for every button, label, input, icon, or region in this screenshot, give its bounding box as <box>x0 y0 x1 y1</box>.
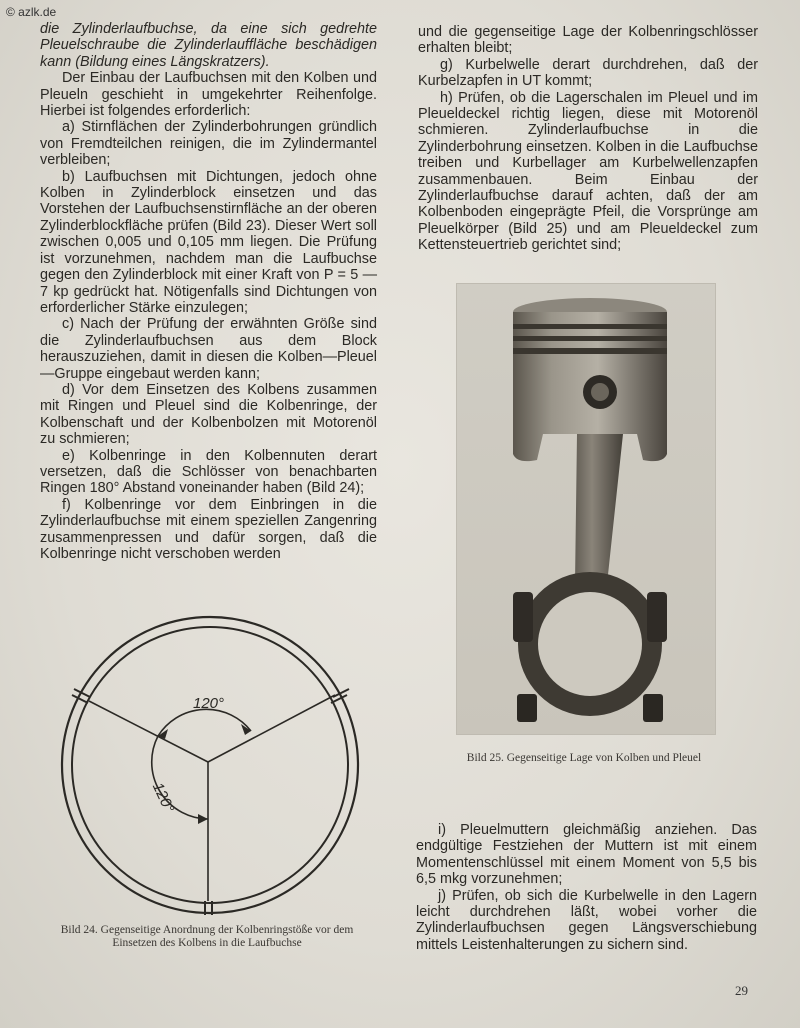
piston-rod-photo <box>456 283 716 735</box>
piston-rod-illustration <box>457 284 715 734</box>
piston-ring-groove <box>513 336 667 341</box>
angle-label-top: 120° <box>193 695 225 712</box>
left-text-column <box>40 21 377 562</box>
rod-bolt-left <box>513 592 533 642</box>
piston-ring-groove <box>513 348 667 354</box>
rod-nut-right <box>643 694 663 722</box>
paragraph: b) Laufbuchsen mit Dichtungen, jedoch ohne Kolben in Zylinderblock einsetzen und das Vorstehen der Laufbuchsenstirnfläche an der oberen Zylinderblockfläche prüfen (Bild 23). Dieser Wert soll zwischen 0,005 und 0,105 mm liegen. Die Prüfung ist vorzunehmen, nachdem man die Laufbuchse gegen den Zylinderblock mit einer Kraft von P = 5 — 7 kp gedrückt hat. Nötigenfalls sind Dichtungen von erforderlicher Stärke einzulegen; <box>40 168 377 316</box>
paragraph: h) Prüfen, ob die Lagerschalen im Pleuel und im Pleueldeckel richtig liegen, diese mit Motorenöl schmieren. Zylinderlaufbuchse in die Zylinderbohrung einsetzen. Kolben in die Laufbuchse treiben und Kurbellager am Kurbelwellenzapfen zusammenbauen. Beim Einbau der Zylinderlaufbuchse darauf achten, daß der am Kolbenboden eingeprägte Pfeil, die Vorsprünge am Pleuelkörper (Bild 25) und am Pleueldeckel zum Kettensteuertrieb gerichtet sind; <box>418 89 758 254</box>
paragraph: und die gegenseitige Lage der Kolbenringschlösser erhalten bleibt; <box>418 24 758 57</box>
paragraph: i) Pleuelmuttern gleichmäßig anziehen. Das endgültige Festziehen der Muttern ist mit einem Momentenschlüssel mit einem Moment von 5,5 bis 6,5 mkg vorzunehmen; <box>416 822 757 888</box>
piston-ring-gap-diagram <box>55 605 373 923</box>
ring-inner-circle <box>72 627 348 903</box>
angle-label-left: 120° <box>148 780 178 816</box>
paragraph: f) Kolbenringe vor dem Einbringen in die Zylinderlaufbuchse mit einem speziellen Zangenring zusammenpressen und dafür sorgen, daß die Kolbenringe nicht verschoben werden <box>40 496 377 562</box>
angle-arc-top <box>158 709 251 736</box>
paragraph: a) Stirnflächen der Zylinderbohrungen gründlich von Fremdteilchen reinigen, die im Zylindermantel verbleiben; <box>40 119 377 169</box>
arrowhead <box>198 814 208 824</box>
ring-outer-circle <box>62 617 358 913</box>
rod-bolt-right <box>647 592 667 642</box>
watermark: © azlk.de <box>6 5 57 19</box>
paragraph: g) Kurbelwelle derart durchdrehen, daß der Kurbelzapfen in UT kommt; <box>418 56 758 90</box>
piston-pin <box>591 383 609 401</box>
paragraph: d) Vor dem Einsetzen des Kolbens zusammen mit Ringen und Pleuel sind die Kolbenringe, der Kolbenschaft und der Kolbenbolzen mit Motorenöl zu schmieren; <box>40 381 377 448</box>
paragraph: c) Nach der Prüfung der erwähnten Größe sind die Zylinderlaufbuchsen aus dem Block herauszuziehen, damit in diesen die Kolben—Pleuel—Gruppe eingebaut werden kann; <box>40 316 377 382</box>
page-number: 29 <box>735 983 748 998</box>
paragraph: j) Prüfen, ob sich die Kurbelwelle in den Lagern leicht durchdrehen läßt, wobei vorher die Zylinderlaufbuchsen gegen Längsverschiebung mittels Leistenhalterungen zu sichern sind. <box>416 887 757 953</box>
rod-nut-left <box>517 694 537 722</box>
big-end-bore <box>538 592 642 696</box>
figure-24-caption: Bild 24. Gegenseitige Anordnung der Kolbenringstöße vor dem Einsetzen des Kolbens in die Laufbuchse <box>60 924 354 949</box>
right-text-column <box>418 24 758 254</box>
radial-line <box>89 701 208 762</box>
paragraph: e) Kolbenringe in den Kolbennuten derart versetzen, daß die Schlösser von benachbarten Ringen 180° Abstand voneinander haben (Bild 24); <box>40 447 377 497</box>
figure-25-caption: Bild 25. Gegenseitige Lage von Kolben und Pleuel <box>466 752 702 764</box>
paragraph: Der Einbau der Laufbuchsen mit den Kolben und Pleueln geschieht in umgekehrter Reihenfolge. Hierbei ist folgendes erforderlich: <box>40 70 377 120</box>
radial-line <box>208 695 335 762</box>
piston-ring-groove <box>513 324 667 329</box>
paragraph: die Zylinderlaufbuchse, da eine sich gedrehte Pleuelschraube die Zylinderlauffläche beschädigen kann (Bildung eines Längskratzers). <box>40 21 377 70</box>
right-text-column-bottom <box>416 822 757 953</box>
